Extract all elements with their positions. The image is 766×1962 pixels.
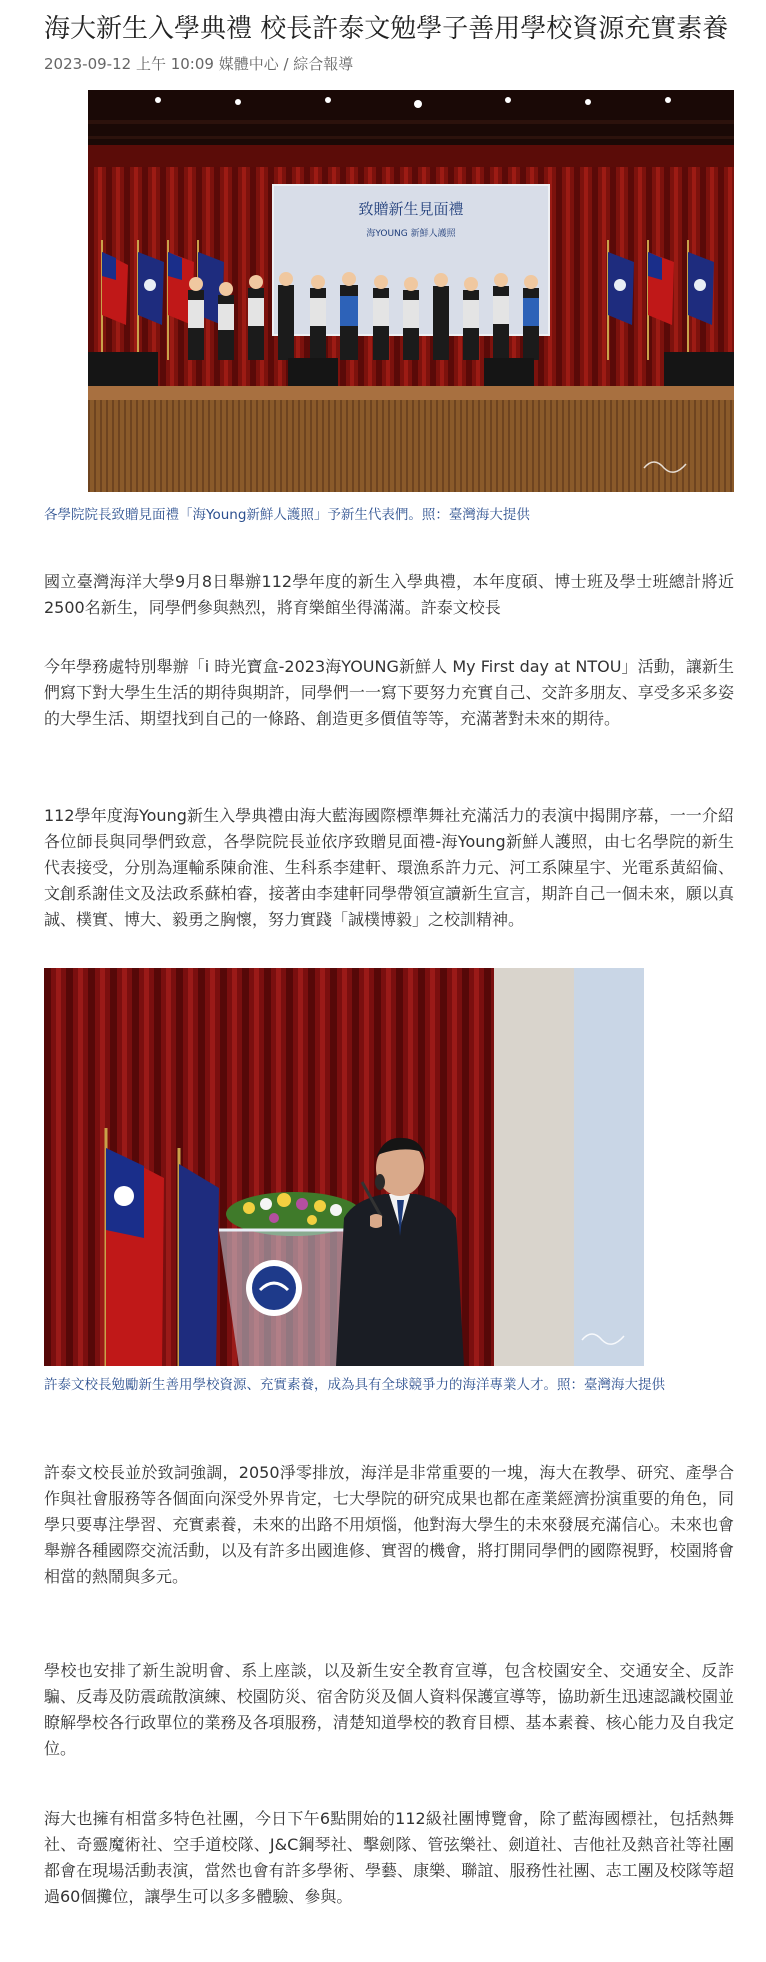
article-paragraph: 今年學務處特別舉辦「i 時光寶盒-2023海YOUNG新鮮人 My First day at NTOU」活動，讓新生們寫下對大學生生活的期待與期許，同學們一一寫下要努力充實自己、交許多朋友、享受多采多姿的大學生活、期望找到自己的一條路、創造更多價值等等，充滿著對未來的期待。 (44, 657, 734, 728)
screen-title: 致贈新生見面禮 (358, 200, 464, 218)
article-paragraph: 海大也擁有相當多特色社團，今日下午6點開始的112級社團博覽會，除了藍海國標社，包括熱舞社、奇靈魔術社、空手道校隊、J&C鋼琴社、擊劍隊、管弦樂社、劍道社、吉他社及熱音社等社團都會在現場活動表演，當然也會有許多學術、學藝、康樂、聯誼、服務性社團、志工團及校隊等超過60個攤位，讓學生可以多多體驗、參與。 (44, 1809, 734, 1906)
article-source: 媒體中心 / 綜合報導 (218, 55, 354, 73)
photo-caption: 許泰文校長勉勵新生善用學校資源、充實素養，成為具有全球競爭力的海洋專業人才。照：臺灣海大提供 (44, 1377, 665, 1393)
publish-date: 2023-09-12 上午 10:09 (44, 55, 214, 73)
article-meta (44, 54, 353, 74)
article-paragraph: 112學年度海Young新生入學典禮由海大藍海國際標準舞社充滿活力的表演中揭開序幕，一一介紹各位師長與同學們致意，各學院院長並依序致贈見面禮-海Young新鮮人護照，由七名學院的新生代表接受，分別為運輸系陳俞淮、生科系李建軒、環漁系許力元、河工系陳星宇、光電系黃紹倫、文創系謝佳文及法政系蘇柏睿，接著由李建軒同學帶領宣讀新生宣言，期許自己一個未來，願以真誠、樸實、博大、毅勇之胸懷，努力實踐「誠樸博毅」之校訓精神。 (44, 806, 734, 929)
article-paragraph: 國立臺灣海洋大學9月8日舉辦112學年度的新生入學典禮，本年度碩、博士班及學士班總計將近2500名新生，同學們參與熱烈，將育樂館坐得滿滿。許泰文校長 (44, 572, 734, 617)
screen-subtitle: 海YOUNG 新鮮人護照 (366, 229, 456, 239)
article-title: 海大新生入學典禮 校長許泰文勉學子善用學校資源充實素養 (44, 14, 729, 44)
article-paragraph: 許泰文校長並於致詞強調，2050淨零排放，海洋是非常重要的一塊，海大在教學、研究、產學合作與社會服務等各個面向深受外界肯定，七大學院的研究成果也都在產業經濟扮演重要的角色，同學只要專注學習、充實素養，未來的出路不用煩惱，他對海大學生的未來發展充滿信心。未來也會舉辦各種國際交流活動，以及有許多出國進修、實習的機會，將打開同學們的國際視野，校園將會相當的熱鬧與多元。 (44, 1463, 734, 1586)
ceremony-stage-photo (88, 90, 734, 492)
article-paragraph: 學校也安排了新生說明會、系上座談，以及新生安全教育宣導，包含校園安全、交通安全、反詐騙、反毒及防震疏散演練、校園防災、宿舍防災及個人資料保護宣導等，協助新生迅速認識校園並瞭解學校各行政單位的業務及各項服務，清楚知道學校的教育目標、基本素養、核心能力及自我定位。 (44, 1661, 734, 1758)
photo-caption: 各學院院長致贈見面禮「海Young新鮮人護照」予新生代表們。照：臺灣海大提供 (44, 507, 530, 523)
president-speech-photo (44, 968, 644, 1366)
